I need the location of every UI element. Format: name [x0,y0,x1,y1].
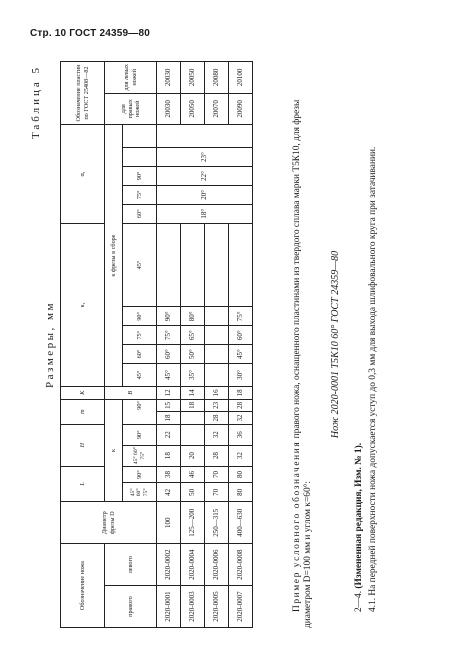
cell-H1: 28 [205,445,229,466]
cell-m1: 32 [229,412,253,425]
cell-K: 12 [157,387,181,400]
header-right: правого [105,586,157,628]
cell-spacer [229,223,253,307]
cell-plate-left: 20050 [181,62,205,94]
cell-L2: 80 [229,466,253,483]
cell-k1a [205,345,229,364]
cell-plate-right: 20050 [181,93,205,124]
rotated-page-content [30,61,430,628]
header-L-angles: 45° 60° 75° [123,483,157,502]
amendment-text: (Измененная редакция, Изм. № 1). [354,442,364,589]
cell-m2: 23 [205,399,229,412]
cell-left: 2020-0008 [229,544,253,586]
units-caption: Размеры, мм [44,301,56,388]
cell-H2: 32 [205,424,229,445]
cell-spacer [205,223,229,307]
amendment-note [354,61,365,628]
cell-k1a: 60° [157,345,181,364]
cell-diameter: 125—200 [181,502,205,544]
header-plate-right: для правых ножей [105,93,157,124]
cell-left: 2020-0004 [181,544,205,586]
header-kappa: κ [105,399,123,502]
header-m: m [61,399,105,424]
cell-k1c: 75° [229,307,253,326]
cell-H1: 18 [157,445,181,466]
cell-alpha-90: 23° [157,148,253,167]
cell-right: 2020-0001 [157,586,181,628]
cell-m2: 18 [181,399,205,412]
header-kappa1-60: 60° [123,345,157,364]
cell-right: 2020-0003 [181,586,205,628]
cell-m1: 28 [205,412,229,425]
header-kappa1-90: 90° [123,307,157,326]
cell-plate-left: 20100 [229,62,253,94]
cell-right: 2020-0007 [229,586,253,628]
header-plate-left: для левых ножей [105,62,157,94]
header-alpha1: α₁ [61,125,105,224]
cell-k1b [205,326,229,345]
cell-L2: 46 [181,466,205,483]
amendment-number: 2—4. [354,590,364,612]
cell-H1: 32 [229,445,253,466]
cell-right: 2020-0005 [205,586,229,628]
dimensions-table [60,61,253,628]
example-rest: правого ножа, оснащенного пластинами из твердого сплава марки Т5К10, для фрезы диаметром D=100 мм и углом κ=60°: [292,99,313,628]
cell-m2: 28 [229,399,253,412]
cell-L1: 70 [205,483,229,502]
header-H-90: 90° [123,424,157,445]
header-L-90: 90° [123,466,157,483]
cell-L2: 38 [157,466,181,483]
header-designation: Обозначение ножа [61,544,105,628]
cell-plate-right: 20030 [157,93,181,124]
cell-diameter: 100 [157,502,181,544]
cell-alpha-blank [157,125,253,148]
header-alpha-90: 90° [123,167,157,186]
example-paragraph [292,61,314,628]
cell-k1a: 50° [181,345,205,364]
cell-K: 16 [205,387,229,400]
header-kappa1: κ₁ [61,223,105,386]
cell-diameter: 250—315 [205,502,229,544]
cell-k1c: 80° [181,307,205,326]
cell-L2: 70 [205,466,229,483]
cell-L1: 50 [181,483,205,502]
cell-k1b: 75° [157,326,181,345]
table-row [157,62,181,628]
cell-left: 2020-0006 [205,544,229,586]
header-mK-90: 90° [123,387,157,425]
example-spaced-lead: Пример условного обозначения [292,440,302,612]
header-H: H [61,424,105,466]
cell-L1: 42 [157,483,181,502]
cell-B: 30° [229,363,253,386]
header-diameter: Диаметр фрезы D [61,502,157,544]
header-alpha-75: 75° [123,185,157,204]
cell-alpha-45: 18° [157,204,253,223]
cell-K: 14 [181,387,205,400]
clause-4-1: 4.1. На передней поверхности ножа допускается уступ до 0,3 мм для выхода шлифовального круга при затачивании. [368,146,378,612]
cell-left: 2020-0002 [157,544,181,586]
header-alpha-blank [123,148,157,167]
header-plate: Обозначение пластин по ГОСТ 25408—82 [61,62,105,125]
cell-L1: 80 [229,483,253,502]
cell-m1: 18 [157,412,181,425]
cell-k1b: 65° [181,326,205,345]
header-kappa1-75: 75° [123,326,157,345]
cell-B [205,363,229,386]
header-alpha-45: 45° [123,223,157,307]
cell-plate-right: 20090 [229,93,253,124]
header-B: B [105,387,157,400]
cell-H2 [181,424,205,445]
header-H-angles: 45° 60° 75° [123,445,157,466]
cell-B: 35° [181,363,205,386]
cell-m2: 15 [157,399,181,412]
cell-m1 [181,412,205,425]
cell-H2: 22 [157,424,181,445]
cell-diameter: 400—630 [229,502,253,544]
cell-spacer [181,223,205,307]
cell-B: 45° [157,363,181,386]
cell-k1a: 45° [229,345,253,364]
cell-H2: 36 [229,424,253,445]
cell-k1b: 60° [229,326,253,345]
cell-plate-left: 20030 [157,62,181,94]
header-kappa1-45: 45° [123,363,157,386]
cell-plate-left: 20080 [205,62,229,94]
designation-formula: Нож 2020-0001 Т5К10 60° ГОСТ 24359—80 [330,250,341,439]
page-header: Стр. 10 ГОСТ 24359—80 [30,28,150,39]
header-L: L [61,466,105,502]
cell-plate-right: 20070 [205,93,229,124]
cell-alpha-75: 22° [157,167,253,186]
header-assembled: κ фрезы в сборе [105,125,123,387]
cell-H1: 20 [181,445,205,466]
table-title: Таблица 5 [30,65,42,140]
cell-k1c [205,307,229,326]
header-alpha-60: 60° [123,204,157,223]
header-K: K [61,387,105,400]
cell-spacer [157,223,181,307]
header-left: левого [105,544,157,586]
cell-K: 18 [229,387,253,400]
cell-k1c: 90° [157,307,181,326]
cell-alpha-60: 20° [157,185,253,204]
